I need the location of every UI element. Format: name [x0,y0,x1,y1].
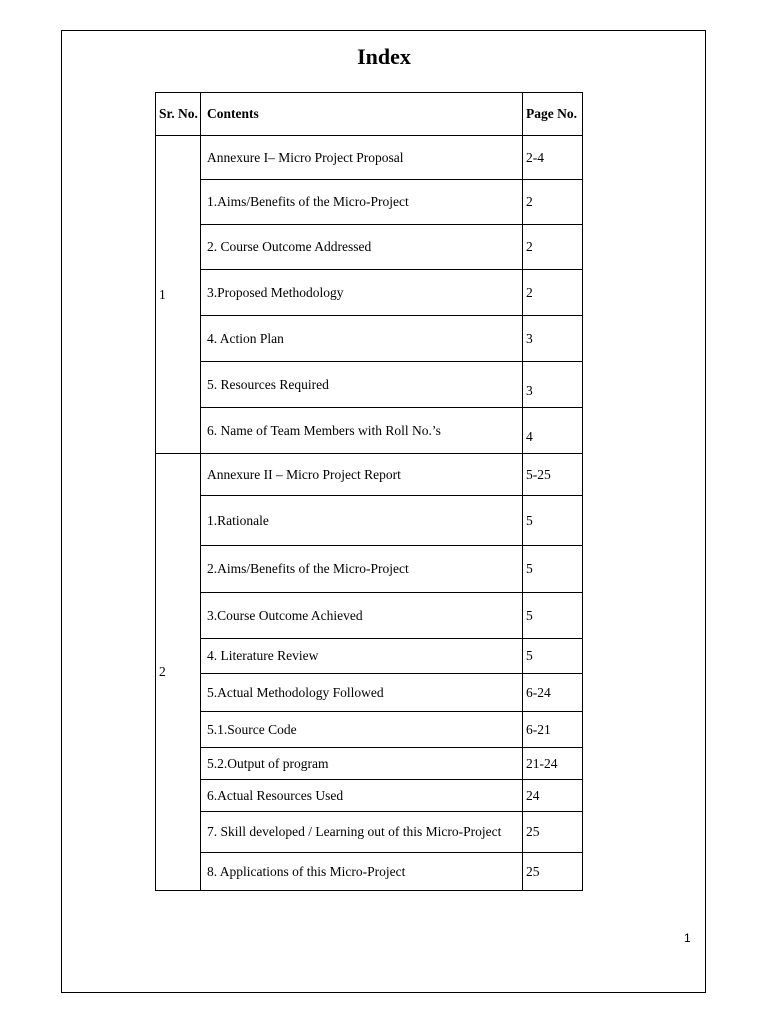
table-row [156,780,583,812]
table-row [156,225,583,270]
item-label: 2. Course Outcome Addressed [201,225,523,270]
item-label: 1.Aims/Benefits of the Micro-Project [201,180,523,225]
index-table [155,92,583,891]
item-page: 3 [523,362,583,408]
header-contents: Contents [201,93,523,136]
section-number: 2 [156,454,201,891]
item-label: 6.Actual Resources Used [201,780,523,812]
table-row [156,546,583,593]
item-page: 5 [523,496,583,546]
item-label: 5.2.Output of program [201,748,523,780]
header-page-no: Page No. [523,93,583,136]
page-number: 1 [684,931,691,945]
item-page: 2 [523,225,583,270]
item-page: 6-21 [523,712,583,748]
item-label: 4. Literature Review [201,639,523,674]
item-page: 24 [523,780,583,812]
section-heading: Annexure II – Micro Project Report [201,454,523,496]
table-row [156,639,583,674]
item-page: 3 [523,316,583,362]
item-page: 2 [523,270,583,316]
page-title: Index [357,44,411,69]
table-row [156,270,583,316]
item-label: 1.Rationale [201,496,523,546]
section-page: 2-4 [523,136,583,180]
item-page: 5 [523,546,583,593]
table-row [156,748,583,780]
section-number: 1 [156,136,201,454]
item-page: 2 [523,180,583,225]
item-label: 5.Actual Methodology Followed [201,674,523,712]
item-label: 6. Name of Team Members with Roll No.’s [201,408,523,454]
table-row [156,853,583,891]
table-row [156,674,583,712]
item-label: 3.Course Outcome Achieved [201,593,523,639]
item-page: 6-24 [523,674,583,712]
table-row [156,593,583,639]
item-page: 5 [523,639,583,674]
section-heading: Annexure I– Micro Project Proposal [201,136,523,180]
item-page: 5 [523,593,583,639]
item-label: 5. Resources Required [201,362,523,408]
item-label: 8. Applications of this Micro-Project [201,853,523,891]
item-label: 4. Action Plan [201,316,523,362]
table-row [156,496,583,546]
item-page: 25 [523,853,583,891]
table-row [156,454,583,496]
table-row [156,408,583,454]
table-row [156,180,583,225]
item-page: 25 [523,812,583,853]
item-label: 5.1.Source Code [201,712,523,748]
table-header-row [156,93,583,136]
table-row [156,316,583,362]
table-row [156,136,583,180]
item-label: 7. Skill developed / Learning out of this Micro-Project [201,812,523,853]
table-row [156,362,583,408]
item-label: 3.Proposed Methodology [201,270,523,316]
table-row [156,812,583,853]
table-row [156,712,583,748]
section-page: 5-25 [523,454,583,496]
item-page: 4 [523,408,583,454]
item-label: 2.Aims/Benefits of the Micro-Project [201,546,523,593]
item-page: 21-24 [523,748,583,780]
header-sr-no: Sr. No. [156,93,201,136]
